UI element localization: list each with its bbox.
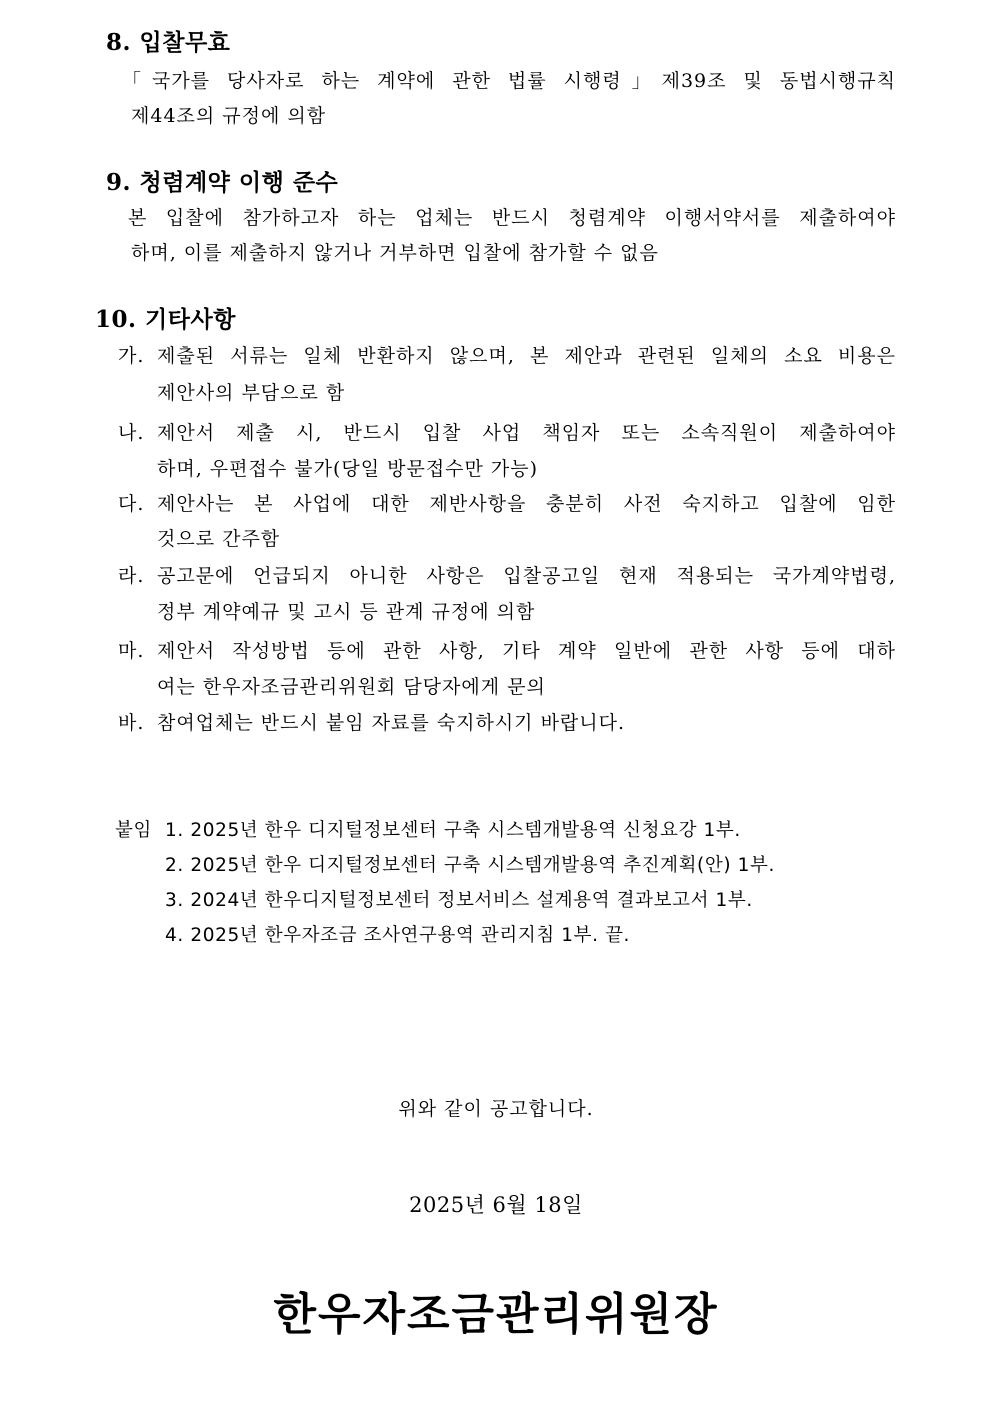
list-item-marker: 나.	[118, 422, 145, 444]
list-item-marker: 라.	[118, 565, 145, 587]
section-8-line-2: 제44조의 규정에 의함	[131, 105, 327, 127]
notice-date: 2025년 6월 18일	[409, 1193, 583, 1217]
list-item-marker: 가.	[118, 345, 145, 367]
attachment-item: 4. 2025년 한우자조금 조사연구용역 관리지침 1부. 끝.	[165, 925, 631, 946]
closing-statement: 위와 같이 공고합니다.	[398, 1098, 594, 1120]
list-item-marker: 마.	[118, 640, 145, 662]
section-8-heading: 8. 입찰무효	[106, 29, 231, 56]
list-item-line-2: 제안사의 부담으로 함	[157, 382, 346, 404]
section-9-line-1: 본 입찰에 참가하고자 하는 업체는 반드시 청렴계약 이행서약서를 제출하여야	[128, 207, 896, 229]
list-item-line-2: 여는 한우자조금관리위원회 담당자에게 문의	[157, 676, 546, 698]
section-10-heading: 10. 기타사항	[95, 306, 236, 333]
list-item-marker: 바.	[118, 712, 145, 734]
attachment-item: 1. 2025년 한우 디지털정보센터 구축 시스템개발용역 신청요강 1부.	[165, 820, 741, 841]
list-item-line-2: 하며, 우편접수 불가(당일 방문접수만 가능)	[157, 458, 539, 480]
list-item-line-1: 공고문에 언급되지 아니한 사항은 입찰공고일 현재 적용되는 국가계약법령,	[157, 565, 896, 587]
section-9-heading: 9. 청렴계약 이행 준수	[106, 169, 339, 196]
list-item-line-1: 제안사는 본 사업에 대한 제반사항을 충분히 사전 숙지하고 입찰에 임한	[157, 493, 896, 515]
attachment-item: 2. 2025년 한우 디지털정보센터 구축 시스템개발용역 추진계획(안) 1부.	[165, 855, 775, 876]
issuer-name: 한우자조금관리위원장	[273, 1289, 719, 1340]
list-item-line-1: 참여업체는 반드시 붙임 자료를 숙지하시기 바랍니다.	[157, 712, 626, 734]
list-item-line-2: 것으로 간주함	[157, 528, 281, 550]
attachments-label: 붙임	[115, 820, 152, 841]
section-8-line-1: 「국가를 당사자로 하는 계약에 관한 법률 시행령」제39조 및 동법시행규칙	[122, 70, 896, 92]
section-9-line-2: 하며, 이를 제출하지 않거나 거부하면 입찰에 참가할 수 없음	[131, 242, 659, 264]
list-item-line-1: 제안서 작성방법 등에 관한 사항, 기타 계약 일반에 관한 사항 등에 대하	[157, 640, 896, 662]
list-item-line-2: 정부 계약예규 및 고시 등 관계 규정에 의함	[157, 601, 536, 623]
attachment-item: 3. 2024년 한우디지털정보센터 정보서비스 설계용역 결과보고서 1부.	[165, 890, 753, 911]
list-item-line-1: 제출된 서류는 일체 반환하지 않으며, 본 제안과 관련된 일체의 소요 비용은	[157, 345, 896, 367]
list-item-line-1: 제안서 제출 시, 반드시 입찰 사업 책임자 또는 소속직원이 제출하여야	[157, 422, 896, 444]
list-item-marker: 다.	[118, 493, 145, 515]
